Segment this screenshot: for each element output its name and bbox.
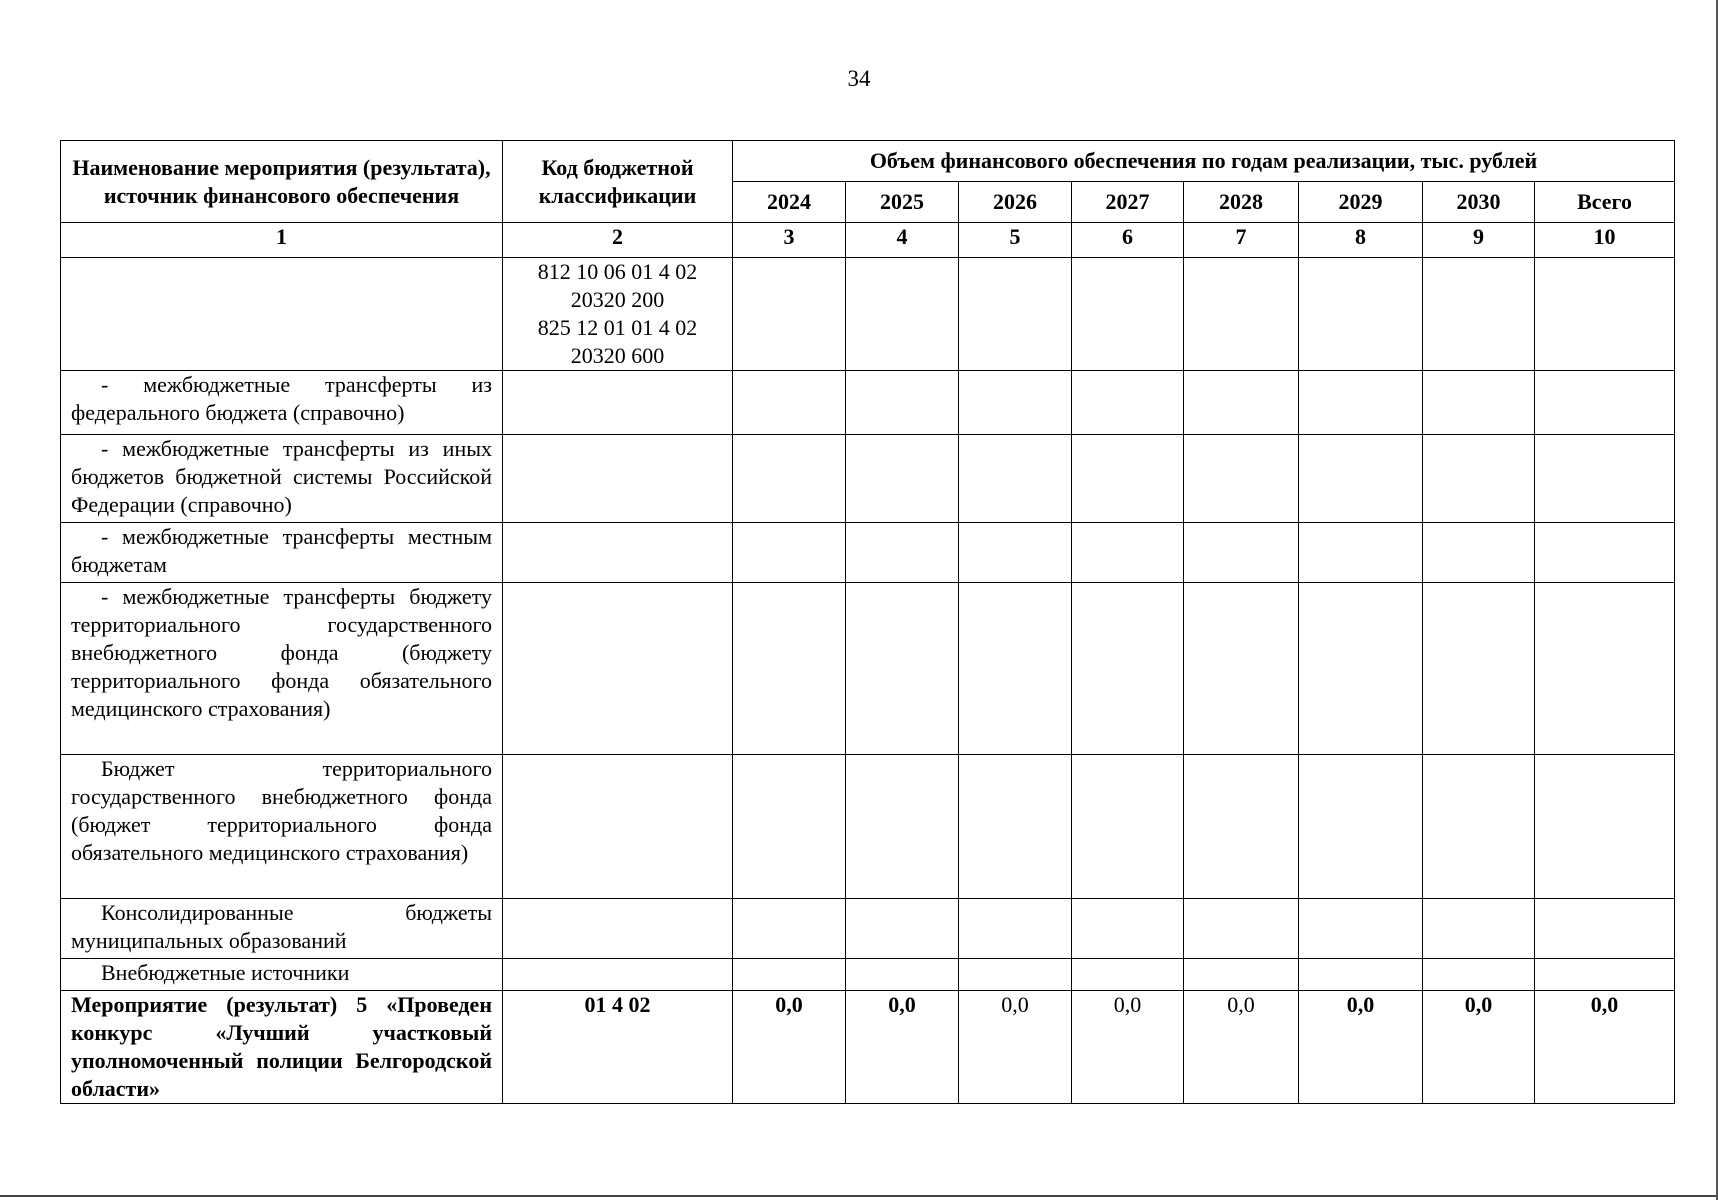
- row-year-value: [1072, 258, 1184, 371]
- row-year-value: [1423, 959, 1535, 991]
- column-number: 8: [1299, 223, 1423, 258]
- row-year-value: [1184, 258, 1299, 371]
- financing-table: [60, 140, 1675, 1104]
- table-row: [61, 991, 1675, 1104]
- page-number: 34: [847, 66, 871, 91]
- row-year-value: [733, 959, 846, 991]
- column-number: 2: [503, 223, 733, 258]
- code-line: 01 4 02: [584, 992, 651, 1017]
- row-year-value: [1299, 899, 1423, 959]
- row-code: [503, 583, 733, 755]
- row-code: [503, 435, 733, 523]
- table-row: [61, 371, 1675, 435]
- table-row: [61, 959, 1675, 991]
- row-year-value: [1299, 371, 1423, 435]
- row-year-value: [1299, 435, 1423, 523]
- row-name: - межбюджетные трансферты из федерального бюджета (справочно): [61, 371, 503, 435]
- row-year-value: [959, 583, 1072, 755]
- row-name: - межбюджетные трансферты из иных бюджетов бюджетной системы Российской Федерации (справочно): [61, 435, 503, 523]
- row-year-value: [1299, 258, 1423, 371]
- row-year-value: [1423, 899, 1535, 959]
- row-year-value: [1423, 371, 1535, 435]
- header-year: 2030: [1423, 182, 1535, 223]
- table-row: [61, 583, 1675, 755]
- row-year-value: [1423, 523, 1535, 583]
- code-line: 825 12 01 01 4 02: [537, 315, 698, 340]
- row-year-value: 0,0: [733, 991, 846, 1104]
- header-year: 2027: [1072, 182, 1184, 223]
- header-volume: Объем финансового обеспечения по годам реализации, тыс. рублей: [733, 141, 1675, 182]
- header-year: 2028: [1184, 182, 1299, 223]
- table-row: [61, 755, 1675, 899]
- code-line: 20320 200: [570, 287, 665, 312]
- row-code: [503, 959, 733, 991]
- row-year-value: [1299, 959, 1423, 991]
- row-total-value: [1535, 258, 1675, 371]
- row-year-value: [846, 583, 959, 755]
- column-numbers-row: [61, 223, 1675, 258]
- row-year-value: [1072, 371, 1184, 435]
- row-year-value: 0,0: [846, 991, 959, 1104]
- row-year-value: [1072, 959, 1184, 991]
- column-number: 9: [1423, 223, 1535, 258]
- row-year-value: [1184, 583, 1299, 755]
- row-year-value: [1299, 523, 1423, 583]
- row-year-value: [959, 523, 1072, 583]
- row-year-value: [733, 435, 846, 523]
- row-year-value: [1423, 755, 1535, 899]
- row-year-value: [959, 435, 1072, 523]
- column-number: 5: [959, 223, 1072, 258]
- row-name: [61, 258, 503, 371]
- table-row: [61, 899, 1675, 959]
- code-line: 812 10 06 01 4 02: [537, 259, 698, 284]
- row-total-value: [1535, 523, 1675, 583]
- row-year-value: [846, 523, 959, 583]
- row-year-value: [733, 899, 846, 959]
- row-year-value: [1072, 523, 1184, 583]
- table-row: [61, 435, 1675, 523]
- header-year: 2026: [959, 182, 1072, 223]
- row-name: Бюджет территориального государственного внебюджетного фонда (бюджет территориального фонда обязательного медицинского страхования): [61, 755, 503, 899]
- row-year-value: [1184, 523, 1299, 583]
- row-code: [503, 523, 733, 583]
- column-number: 7: [1184, 223, 1299, 258]
- row-year-value: [1423, 258, 1535, 371]
- row-year-value: [1423, 435, 1535, 523]
- row-year-value: 0,0: [1072, 991, 1184, 1104]
- row-code: [503, 899, 733, 959]
- row-name: Консолидированные бюджеты муниципальных образований: [61, 899, 503, 959]
- header-year: 2024: [733, 182, 846, 223]
- row-total-value: [1535, 583, 1675, 755]
- row-total-value: [1535, 899, 1675, 959]
- row-name: Мероприятие (результат) 5 «Проведен конкурс «Лучший участковый уполномоченный полиции Белгородской области»: [61, 991, 503, 1104]
- row-year-value: [1299, 583, 1423, 755]
- header-name: Наименование мероприятия (результата), источник финансового обеспечения: [61, 141, 503, 223]
- row-code: [503, 755, 733, 899]
- row-year-value: [1072, 435, 1184, 523]
- header-year: 2025: [846, 182, 959, 223]
- row-year-value: [846, 755, 959, 899]
- column-number: 1: [61, 223, 503, 258]
- row-code: [503, 258, 733, 371]
- row-year-value: [733, 371, 846, 435]
- header-year: 2029: [1299, 182, 1423, 223]
- row-year-value: [733, 583, 846, 755]
- row-year-value: [1184, 371, 1299, 435]
- row-name: - межбюджетные трансферты бюджету территориального государственного внебюджетного фонда (бюджету территориального фонда обязательного медицинского страхования): [61, 583, 503, 755]
- column-number: 3: [733, 223, 846, 258]
- row-year-value: [959, 258, 1072, 371]
- header-row-1: [61, 141, 1675, 182]
- row-code: [503, 371, 733, 435]
- row-year-value: 0,0: [1423, 991, 1535, 1104]
- row-year-value: [959, 959, 1072, 991]
- row-year-value: [1299, 755, 1423, 899]
- row-year-value: [846, 435, 959, 523]
- header-code: Код бюджетной классификации: [503, 141, 733, 223]
- row-total-value: [1535, 435, 1675, 523]
- row-year-value: [1184, 435, 1299, 523]
- row-year-value: [846, 899, 959, 959]
- row-year-value: [733, 258, 846, 371]
- row-total-value: [1535, 959, 1675, 991]
- row-year-value: [846, 371, 959, 435]
- row-code: [503, 991, 733, 1104]
- row-year-value: [959, 755, 1072, 899]
- row-year-value: 0,0: [959, 991, 1072, 1104]
- row-year-value: [1184, 899, 1299, 959]
- row-name: - межбюджетные трансферты местным бюджетам: [61, 523, 503, 583]
- row-year-value: [733, 523, 846, 583]
- row-year-value: [1072, 899, 1184, 959]
- row-year-value: [959, 371, 1072, 435]
- row-year-value: [846, 258, 959, 371]
- row-total-value: 0,0: [1535, 991, 1675, 1104]
- row-year-value: [846, 959, 959, 991]
- row-year-value: [959, 899, 1072, 959]
- row-year-value: [1423, 583, 1535, 755]
- row-year-value: [733, 755, 846, 899]
- code-line: 20320 600: [570, 343, 665, 368]
- column-number: 10: [1535, 223, 1675, 258]
- header-total: Всего: [1535, 182, 1675, 223]
- row-year-value: [1184, 959, 1299, 991]
- row-year-value: [1072, 583, 1184, 755]
- table-row: [61, 523, 1675, 583]
- row-total-value: [1535, 755, 1675, 899]
- row-name: Внебюджетные источники: [61, 959, 503, 991]
- row-year-value: 0,0: [1299, 991, 1423, 1104]
- row-total-value: [1535, 371, 1675, 435]
- page-bottom-edge: [0, 1195, 1718, 1197]
- table-row: [61, 258, 1675, 371]
- row-year-value: [1072, 755, 1184, 899]
- table-body: [61, 258, 1675, 1104]
- column-number: 6: [1072, 223, 1184, 258]
- column-number: 4: [846, 223, 959, 258]
- row-year-value: 0,0: [1184, 991, 1299, 1104]
- row-year-value: [1184, 755, 1299, 899]
